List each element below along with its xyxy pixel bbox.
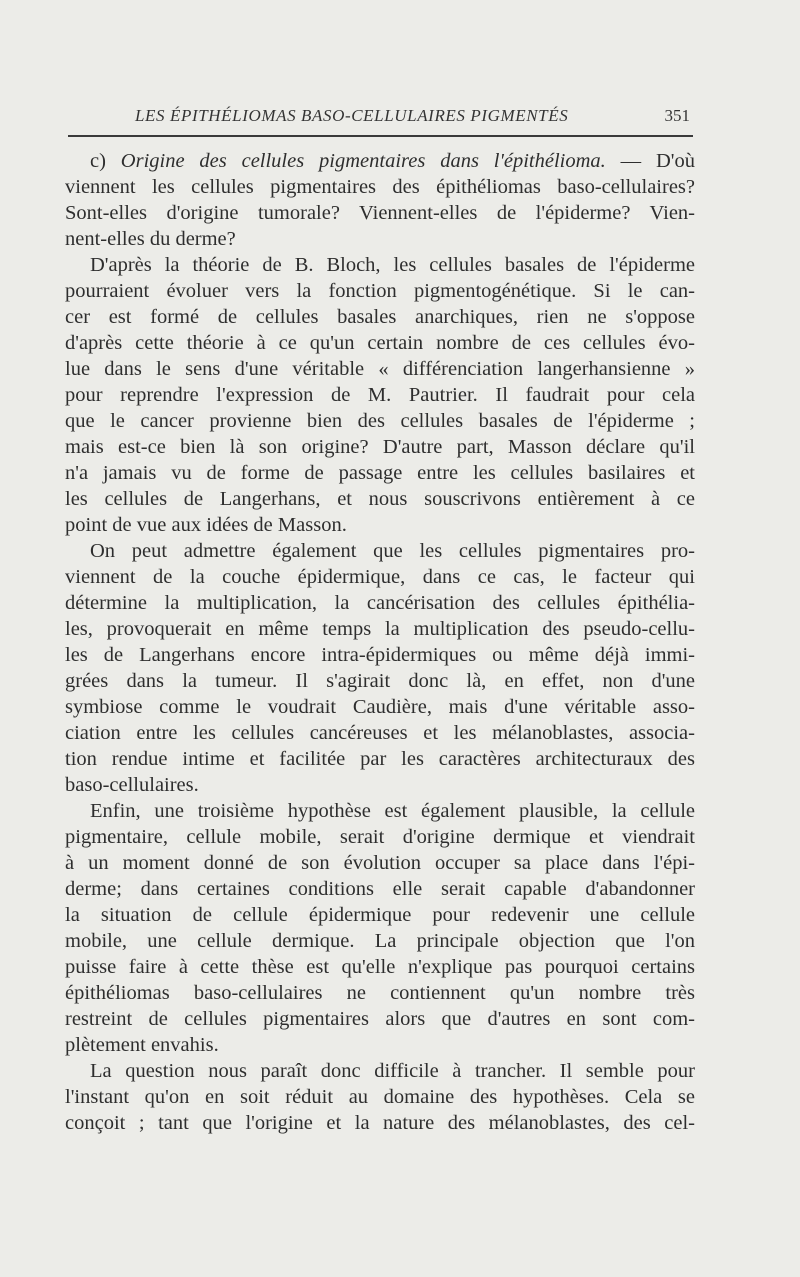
text-line: viennent les cellules pigmentaires des épithéliomas baso-cellulaires? <box>65 176 695 198</box>
text-line: lue dans le sens d'une véritable « différenciation langerhansienne » <box>65 358 695 380</box>
text-line: On peut admettre également que les cellules pigmentaires pro- <box>90 540 695 562</box>
text-line: La question nous paraît donc difficile à trancher. Il semble pour <box>90 1060 695 1082</box>
running-title: LES ÉPITHÉLIOMAS BASO-CELLULAIRES PIGMENTÉS <box>135 106 569 125</box>
text-line: que le cancer provienne bien des cellules basales de l'épiderme ; <box>65 410 695 432</box>
text-line: les de Langerhans encore intra-épidermiques ou même déjà immi- <box>65 644 695 666</box>
text-line: cer est formé de cellules basales anarchiques, rien ne s'oppose <box>65 306 695 328</box>
text-line: à un moment donné de son évolution occuper sa place dans l'épi- <box>65 852 695 874</box>
text-line: mais est-ce bien là son origine? D'autre part, Masson déclare qu'il <box>65 436 695 458</box>
text-line: épithéliomas baso-cellulaires ne contiennent qu'un nombre très <box>65 982 695 1004</box>
header-rule <box>68 135 693 137</box>
text-line: c) Origine des cellules pigmentaires dans l'épithélioma. — D'où <box>90 150 695 172</box>
text-line: restreint de cellules pigmentaires alors que d'autres en sont com- <box>65 1008 695 1030</box>
text-line: les, provoquerait en même temps la multiplication des pseudo-cellu- <box>65 618 695 640</box>
page-number: 351 <box>664 106 690 125</box>
text-line: l'instant qu'on en soit réduit au domaine des hypothèses. Cela se <box>65 1086 695 1108</box>
text-line: conçoit ; tant que l'origine et la nature des mélanoblastes, des cel- <box>65 1112 695 1134</box>
text-line: pigmentaire, cellule mobile, serait d'origine dermique et viendrait <box>65 826 695 848</box>
text-line: les cellules de Langerhans, et nous souscrivons entièrement à ce <box>65 488 695 510</box>
text-line: nent-elles du derme? <box>65 228 236 250</box>
text-line: baso-cellulaires. <box>65 774 199 796</box>
body-text <box>65 148 695 1136</box>
text-line: Sont-elles d'origine tumorale? Viennent-elles de l'épiderme? Vien- <box>65 202 695 224</box>
text-line: puisse faire à cette thèse est qu'elle n'explique pas pourquoi certains <box>65 956 695 978</box>
text-line: détermine la multiplication, la cancérisation des cellules épithélia- <box>65 592 695 614</box>
text-line: pour reprendre l'expression de M. Pautrier. Il faudrait pour cela <box>65 384 695 406</box>
text-line: derme; dans certaines conditions elle serait capable d'abandonner <box>65 878 695 900</box>
text-line: plètement envahis. <box>65 1034 219 1056</box>
text-line: D'après la théorie de B. Bloch, les cellules basales de l'épiderme <box>90 254 695 276</box>
text-line: tion rendue intime et facilitée par les caractères architecturaux des <box>65 748 695 770</box>
text-line: mobile, une cellule dermique. La principale objection que l'on <box>65 930 695 952</box>
text-line: Enfin, une troisième hypothèse est également plausible, la cellule <box>90 800 695 822</box>
text-line: viennent de la couche épidermique, dans ce cas, le facteur qui <box>65 566 695 588</box>
running-header <box>65 106 690 130</box>
text-line: la situation de cellule épidermique pour redevenir une cellule <box>65 904 695 926</box>
text-line: pourraient évoluer vers la fonction pigmentogénétique. Si le can- <box>65 280 695 302</box>
text-line: grées dans la tumeur. Il s'agirait donc là, en effet, non d'une <box>65 670 695 692</box>
text-line: point de vue aux idées de Masson. <box>65 514 347 536</box>
text-line: n'a jamais vu de forme de passage entre les cellules basilaires et <box>65 462 695 484</box>
text-line: d'après cette théorie à ce qu'un certain nombre de ces cellules évo- <box>65 332 695 354</box>
text-line: ciation entre les cellules cancéreuses et les mélanoblastes, associa- <box>65 722 695 744</box>
text-line: symbiose comme le voudrait Caudière, mais d'une véritable asso- <box>65 696 695 718</box>
